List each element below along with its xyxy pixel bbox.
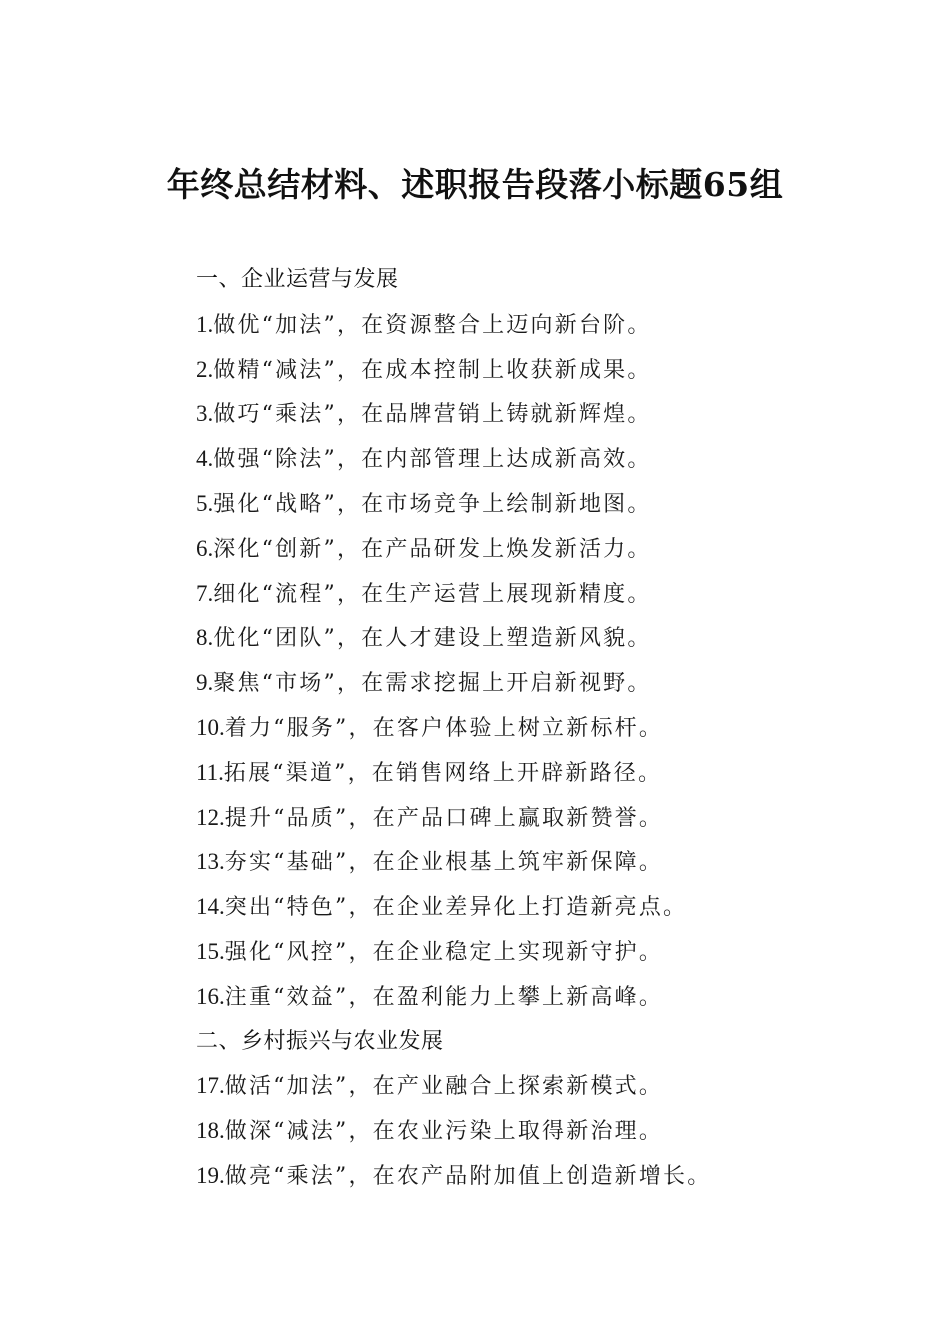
item-number: 9. [196,670,214,696]
item-text: 突出“特色”，在企业差异化上打造新亮点。 [224,895,688,921]
item-number: 4. [196,446,214,472]
item-number: 17. [196,1073,225,1099]
item-text: 拓展“渠道”，在销售网络上开辟新路径。 [223,760,663,786]
item-text: 细化“流程”，在生产运营上展现新精度。 [213,581,652,607]
item-number: 13. [196,849,225,875]
list-item [196,1064,896,1109]
list-item [196,1109,896,1154]
item-number: 10. [196,714,225,740]
list-item [196,572,896,617]
item-number: 14. [196,894,225,920]
list-item [196,1154,896,1199]
item-text: 优化“团队”，在人才建设上塑造新风貌。 [213,626,652,652]
item-number: 5. [196,490,214,516]
document-body [196,258,896,1199]
item-text: 着力“服务”，在客户体验上树立新标杆。 [224,715,664,741]
item-number: 8. [196,625,214,651]
item-number: 11. [196,759,224,785]
item-text: 强化“风控”，在企业稳定上实现新守护。 [224,939,664,965]
list-item [196,392,896,437]
list-item [196,840,896,885]
section-heading: 一、企业运营与发展 [196,267,399,292]
item-text: 做活“加法”，在产业融合上探索新模式。 [224,1074,664,1100]
list-item [196,303,896,348]
item-text: 做优“加法”，在资源整合上迈向新台阶。 [213,312,652,338]
list-item [196,482,896,527]
item-text: 强化“战略”，在市场竞争上绘制新地图。 [213,491,652,517]
list-item [196,616,896,661]
list-item [196,348,896,393]
item-text: 夯实“基础”，在企业根基上筑牢新保障。 [224,850,664,876]
item-number: 2. [196,356,214,382]
item-text: 做亮“乘法”，在农产品附加值上创造新增长。 [224,1163,712,1189]
item-number: 18. [196,1118,225,1144]
item-number: 19. [196,1162,225,1188]
list-item [196,706,896,751]
list-item [196,796,896,841]
item-number: 16. [196,983,225,1009]
item-text: 提升“品质”，在产品口碑上赢取新赞誉。 [224,805,664,831]
list-item [196,661,896,706]
item-text: 聚焦“市场”，在需求挖掘上开启新视野。 [213,671,652,697]
item-text: 深化“创新”，在产品研发上焕发新活力。 [213,536,652,562]
item-text: 做巧“乘法”，在品牌营销上铸就新辉煌。 [213,402,652,428]
item-number: 7. [196,580,214,606]
list-item [196,885,896,930]
item-text: 做精“减法”，在成本控制上收获新成果。 [213,357,652,383]
item-number: 1. [196,311,214,337]
list-item [196,527,896,572]
list-item [196,437,896,482]
document-title: 年终总结材料、述职报告段落小标题65组 [166,165,784,204]
item-text: 注重“效益”，在盈利能力上攀上新高峰。 [224,984,664,1010]
section-heading: 二、乡村振兴与农业发展 [196,1028,444,1054]
list-item [196,930,896,975]
list-item [196,751,896,796]
item-number: 6. [196,535,214,561]
item-text: 做强“除法”，在内部管理上达成新高效。 [213,447,652,473]
item-text: 做深“减法”，在农业污染上取得新治理。 [224,1119,664,1145]
list-item [196,975,896,1020]
item-number: 3. [196,401,214,427]
item-number: 15. [196,938,225,964]
item-number: 12. [196,804,225,830]
